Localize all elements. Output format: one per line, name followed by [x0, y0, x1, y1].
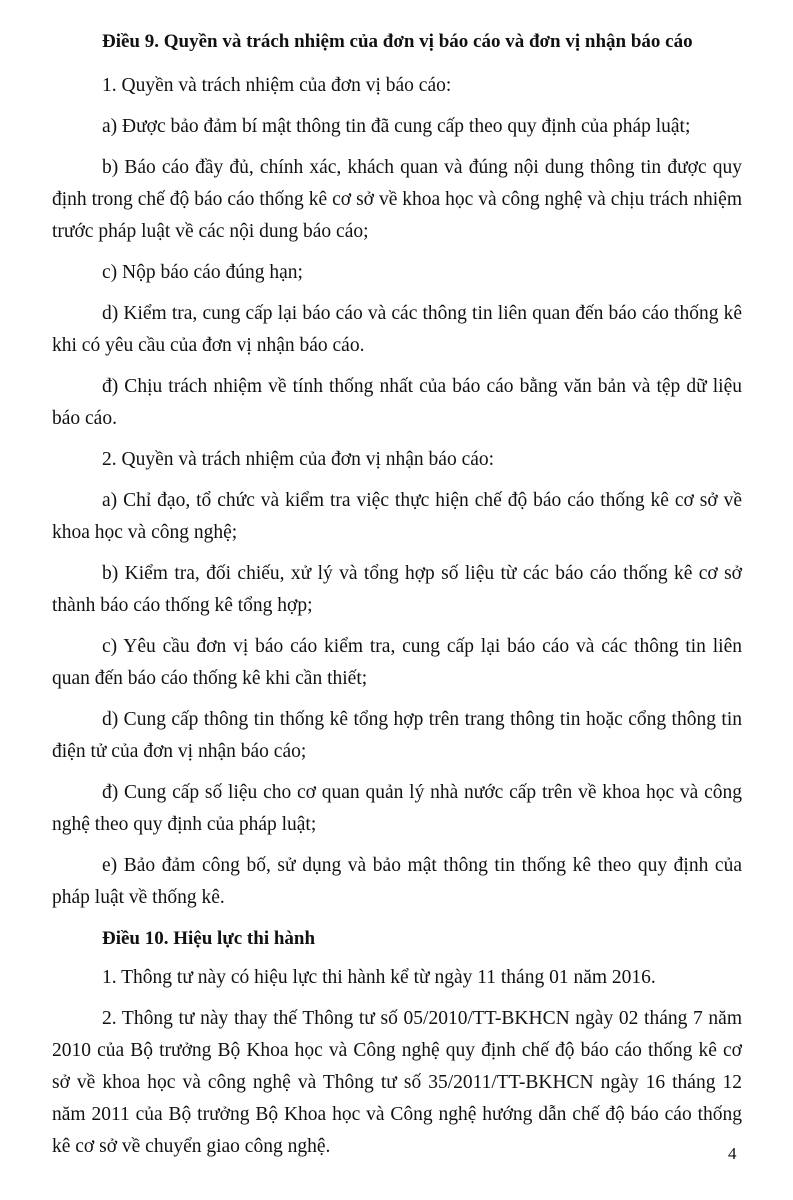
section-2-item-e: e) Bảo đảm công bố, sử dụng và bảo mật thông tin thống kê theo quy định của pháp luật về thống kê. [52, 855, 742, 908]
section-2-item-b: b) Kiểm tra, đối chiếu, xử lý và tổng hợp số liệu từ các báo cáo thống kê cơ sở thành báo cáo thống kê tổng hợp; [52, 563, 742, 616]
section-1-item-a: a) Được bảo đảm bí mật thông tin đã cung cấp theo quy định của pháp luật; [102, 116, 691, 137]
article-10-item-2: 2. Thông tư này thay thế Thông tư số 05/2010/TT-BKHCN ngày 02 tháng 7 năm 2010 của Bộ trưởng Bộ Khoa học và Công nghệ quy định chế độ báo cáo thống kê cơ sở về khoa học và công nghệ và Thông tư số 35/2011/TT-BKHCN ngày 16 tháng 12 năm 2011 của Bộ trưởng Bộ Khoa học và Công nghệ hướng dẫn chế độ báo cáo thống kê cơ sở về chuyển giao công nghệ. [52, 1008, 742, 1157]
page-number: 4 [728, 1144, 737, 1163]
section-2-title: 2. Quyền và trách nhiệm của đơn vị nhận báo cáo: [102, 449, 495, 470]
section-1-item-dd: đ) Chịu trách nhiệm về tính thống nhất của báo cáo bằng văn bản và tệp dữ liệu báo cáo. [52, 376, 742, 429]
article-10-item-1: 1. Thông tư này có hiệu lực thi hành kể từ ngày 11 tháng 01 năm 2016. [102, 967, 656, 988]
section-1-item-c: c) Nộp báo cáo đúng hạn; [102, 262, 303, 283]
section-2-item-a: a) Chỉ đạo, tổ chức và kiểm tra việc thực hiện chế độ báo cáo thống kê cơ sở về khoa học và công nghệ; [52, 490, 742, 543]
section-1-item-b: b) Báo cáo đầy đủ, chính xác, khách quan và đúng nội dung thông tin được quy định trong chế độ báo cáo thống kê cơ sở về khoa học và công nghệ và chịu trách nhiệm trước pháp luật về các nội dung báo cáo; [52, 157, 742, 242]
section-2-item-d: d) Cung cấp thông tin thống kê tổng hợp trên trang thông tin hoặc cổng thông tin điện tử của đơn vị nhận báo cáo; [52, 709, 742, 762]
section-1-item-d: d) Kiểm tra, cung cấp lại báo cáo và các thông tin liên quan đến báo cáo thống kê khi có yêu cầu của đơn vị nhận báo cáo. [52, 303, 742, 356]
section-1-title: 1. Quyền và trách nhiệm của đơn vị báo cáo: [102, 75, 452, 96]
section-2-item-c: c) Yêu cầu đơn vị báo cáo kiểm tra, cung cấp lại báo cáo và các thông tin liên quan đến báo cáo thống kê khi cần thiết; [52, 636, 742, 689]
document-page [52, 26, 742, 1172]
section-2-item-dd: đ) Cung cấp số liệu cho cơ quan quản lý nhà nước cấp trên về khoa học và công nghệ theo quy định của pháp luật; [52, 782, 742, 835]
article-9-heading: Điều 9. Quyền và trách nhiệm của đơn vị báo cáo và đơn vị nhận báo cáo [102, 31, 693, 52]
article-10-heading: Điều 10. Hiệu lực thi hành [102, 928, 316, 949]
